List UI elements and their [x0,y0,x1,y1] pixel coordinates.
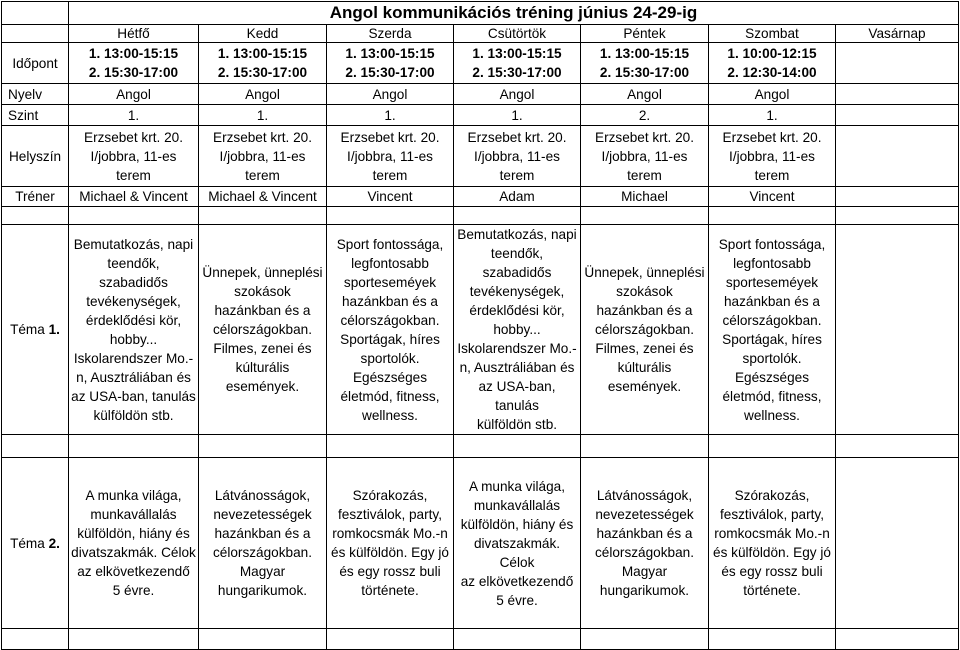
topic1-cell: Bemutatkozás, napi teendők, szabadidős tevékenységek, érdeklődési kör, hobby... Iskolarendszer Mo.- n, Ausztráliában és az USA-ban, tanulás külföldön stb. [69,225,199,435]
topic1-label-prefix: Téma [10,322,49,337]
topic2-label [2,458,69,629]
trainer-cell: Michael & Vincent [69,187,199,207]
topic2-label-num: 2. [48,535,60,551]
empty-cell [836,126,959,187]
empty-cell [836,105,959,126]
time-slot-1: 1. 13:00-15:15 [345,46,435,61]
level-label: Szint [2,105,69,126]
empty-cell [836,458,959,629]
time-slot-1: 1. 10:00-12:15 [727,46,817,61]
time-cell [709,43,836,84]
spacer-cell [2,207,69,225]
topic2-cell: A munka világa, munkavállalás külföldön, hiány és divatszakmák. Célok az elkövetkezendő 5 évre. [454,458,581,629]
spacer-cell [199,207,327,225]
time-slot-2: 2. 15:30-17:00 [472,65,562,80]
level-cell: 1. [454,105,581,126]
location-cell: Erzsebet krt. 20. I/jobbra, 11-es terem [709,126,836,187]
language-cell: Angol [581,84,709,105]
spacer-cell [2,435,69,458]
location-cell: Erzsebet krt. 20. I/jobbra, 11-es terem [69,126,199,187]
level-cell: 2. [581,105,709,126]
day-header: Szerda [327,25,454,43]
time-cell [327,43,454,84]
spacer-cell [2,629,69,650]
time-slot-1: 1. 13:00-15:15 [599,46,690,61]
day-header: Vasárnap [836,25,959,43]
spacer-cell [199,629,327,650]
language-label: Nyelv [2,84,69,105]
time-slot-2: 2. 15:30-17:00 [217,65,308,80]
empty-cell [836,84,959,105]
spacer-cell [581,207,709,225]
day-header: Csütörtök [454,25,581,43]
spacer-cell [709,207,836,225]
topic1-cell: Ünnepek, ünneplési szokások hazánkban és a célországokban. Filmes, zenei és kúlturális események. [581,225,709,435]
language-cell: Angol [454,84,581,105]
topic1-cell: Ünnepek, ünneplési szokások hazánkban és a célországokban. Filmes, zenei és kúlturális események. [199,225,327,435]
topic1-label-num: 1. [48,322,60,337]
topic2-cell: Látvánosságok, nevezetességek hazánkban és a célországokban. Magyar hungarikumok. [199,458,327,629]
time-slot-2: 2. 15:30-17:00 [345,65,435,80]
spacer-cell [327,207,454,225]
topic2-cell: A munka világa, munkavállalás külföldön, hiány és divatszakmák. Célok az elkövetkezendő 5 évre. [69,458,199,629]
empty-cell [836,225,959,435]
trainer-cell: Vincent [327,187,454,207]
spacer-cell [581,435,709,458]
location-cell: Erzsebet krt. 20. I/jobbra, 11-es terem [327,126,454,187]
spacer-cell [454,207,581,225]
trainer-cell: Adam [454,187,581,207]
spacer-cell [454,435,581,458]
time-slot-1: 1. 13:00-15:15 [88,46,179,61]
time-slot-1: 1. 13:00-15:15 [217,46,308,61]
spacer-cell [454,629,581,650]
spacer-cell [709,629,836,650]
topic2-cell: Szórakozás, fesztiválok, party, romkocsmák Mo.-n és külföldön. Egy jó és egy rossz buli története. [327,458,454,629]
time-slot-2: 2. 15:30-17:00 [88,65,179,80]
time-slot-1: 1. 13:00-15:15 [472,46,562,61]
topic1-cell: Sport fontossága, legfontosabb sporteseméyek hazánkban és a célországokban. Sportágak, híres sportolók. Egészséges életmód, fitness, wellness. [709,225,836,435]
time-slot-2: 2. 15:30-17:00 [599,65,690,80]
topic1-cell: Bemutatkozás, napi teendők, szabadidős tevékenységek, érdeklődési kör, hobby... Iskolarendszer Mo.- n, Ausztráliában és az USA-ban, tanulás külföldön stb. [454,225,581,435]
topic2-cell: Látvánosságok, nevezetességek hazánkban és a célországokban. Magyar hungarikumok. [581,458,709,629]
corner-blank [2,2,69,25]
day-header: Kedd [199,25,327,43]
level-cell: 1. [327,105,454,126]
location-label: Helyszín [2,126,69,187]
topic2-cell: Szórakozás, fesztiválok, party, romkocsmák Mo.-n és külföldön. Egy jó és egy rossz buli története. [709,458,836,629]
spacer-cell [836,629,959,650]
language-cell: Angol [69,84,199,105]
time-cell [454,43,581,84]
empty-cell [836,187,959,207]
level-cell: 1. [709,105,836,126]
spacer-cell [69,629,199,650]
trainer-label: Tréner [2,187,69,207]
language-cell: Angol [709,84,836,105]
topic1-label [2,225,69,435]
spacer-cell [836,207,959,225]
spacer-cell [69,435,199,458]
day-header: Szombat [709,25,836,43]
spacer-cell [581,629,709,650]
spacer-cell [69,207,199,225]
day-header: Hétfő [69,25,199,43]
level-cell: 1. [199,105,327,126]
location-cell: Erzsebet krt. 20. I/jobbra, 11-es terem [581,126,709,187]
spacer-cell [836,435,959,458]
location-cell: Erzsebet krt. 20. I/jobbra, 11-es terem [454,126,581,187]
day-header: Péntek [581,25,709,43]
time-slot-2: 2. 12:30-14:00 [727,65,817,80]
location-cell: Erzsebet krt. 20. I/jobbra, 11-es terem [199,126,327,187]
schedule-table [1,1,959,650]
time-cell [581,43,709,84]
spacer-cell [327,435,454,458]
trainer-cell: Michael & Vincent [199,187,327,207]
topic1-cell: Sport fontossága, legfontosabb sporteseméyek hazánkban és a célországokban. Sportágak, híres sportolók. Egészséges életmód, fitness, wellness. [327,225,454,435]
trainer-cell: Vincent [709,187,836,207]
empty-cell [836,43,959,84]
language-cell: Angol [327,84,454,105]
page-title: Angol kommunikációs tréning június 24-29-ig [69,2,959,25]
level-cell: 1. [69,105,199,126]
time-label: Időpont [2,43,69,84]
time-cell [199,43,327,84]
time-cell [69,43,199,84]
language-cell: Angol [199,84,327,105]
trainer-cell: Michael [581,187,709,207]
spacer-cell [709,435,836,458]
spacer-cell [327,629,454,650]
topic2-label-prefix: Téma [10,535,49,551]
corner-blank-2 [2,25,69,43]
spacer-cell [199,435,327,458]
